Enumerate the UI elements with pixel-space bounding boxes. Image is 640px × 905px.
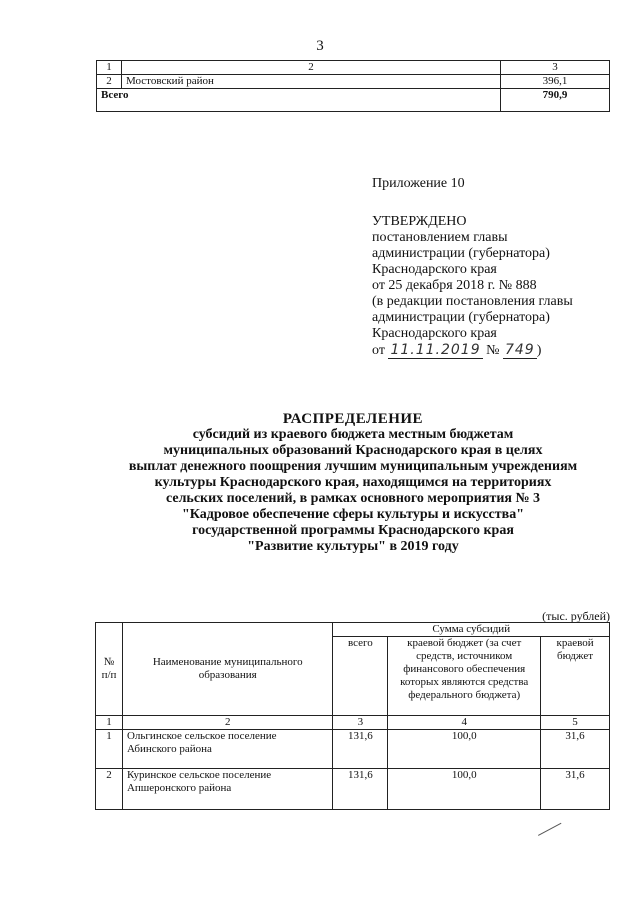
table-cell: Куринское сельское поселение Апшеронского района	[122, 769, 333, 810]
title-line: государственной программы Краснодарского края	[192, 523, 514, 538]
total-label: Всего	[97, 89, 501, 112]
page-number: 3	[316, 38, 324, 54]
table-cell: 3	[333, 716, 388, 730]
table-cell: 100,0	[388, 730, 541, 769]
table-cell: 2	[122, 61, 501, 75]
approval-line: администрации (губернатора)	[372, 310, 550, 325]
table-cell: Ольгинское сельское поселение Абинского района	[122, 730, 333, 769]
handwritten-date: 11.11.2019	[390, 342, 481, 358]
approval-line: Краснодарского края	[372, 262, 497, 277]
pen-mark	[538, 823, 568, 848]
table-cell: 2	[122, 716, 333, 730]
table-row	[97, 75, 610, 89]
col-header-num: № п/п	[96, 623, 123, 716]
title-main: РАСПРЕДЕЛЕНИЕ	[282, 411, 424, 427]
table-numbering-row	[96, 716, 610, 730]
document-title	[96, 411, 610, 555]
table-cell: 3	[501, 61, 610, 75]
table-cell: 2	[97, 75, 122, 89]
distribution-table	[95, 622, 610, 810]
col-header-regional-fed: краевой бюджет (за счет средств, источником финансового обеспечения которых являются средства федерального бюджета)	[388, 637, 541, 716]
title-line: выплат денежного поощрения лучшим муниципальным учреждениям	[128, 459, 578, 474]
table-cell: Мостовский район	[122, 75, 501, 89]
table-row	[96, 730, 610, 769]
close-paren: )	[536, 343, 542, 358]
table-cell: 131,6	[333, 769, 388, 810]
approval-date-line	[372, 342, 573, 359]
table-total-row	[97, 89, 610, 112]
table-cell: 31,6	[541, 730, 610, 769]
title-line: субсидий из краевого бюджета местным бюджетам	[192, 427, 514, 442]
table-cell: 2	[96, 769, 123, 810]
table-cell: 100,0	[388, 769, 541, 810]
title-line: сельских поселений, в рамках основного мероприятия № 3	[165, 491, 541, 506]
col-header-sum: Сумма субсидий	[333, 623, 610, 637]
table-cell: 396,1	[501, 75, 610, 89]
title-line: культуры Краснодарского края, находящимся на территориях	[154, 475, 552, 490]
table-cell: 4	[388, 716, 541, 730]
table-cell: 131,6	[333, 730, 388, 769]
table-cell: 31,6	[541, 769, 610, 810]
title-line: "Развитие культуры" в 2019 году	[247, 539, 459, 554]
handwritten-number: 749	[504, 342, 535, 358]
units-label: (тыс. рублей)	[542, 609, 610, 623]
appendix-label: Приложение 10	[372, 176, 465, 191]
number-prefix: №	[486, 343, 500, 358]
approval-line: постановлением главы	[372, 230, 508, 245]
col-header-name: Наименование муниципального образования	[122, 623, 333, 716]
approval-line: от 25 декабря 2018 г. № 888	[372, 278, 537, 293]
table-cell: 1	[96, 716, 123, 730]
table-cell: 1	[97, 61, 122, 75]
approval-block	[372, 214, 573, 359]
table-row	[96, 769, 610, 810]
approval-line: администрации (губернатора)	[372, 246, 550, 261]
date-prefix: от	[372, 343, 385, 358]
table-header-row	[97, 61, 610, 75]
approval-line: Краснодарского края	[372, 326, 497, 341]
approval-title: УТВЕРЖДЕНО	[372, 214, 467, 229]
table-header-row	[96, 623, 610, 637]
col-header-regional: краевой бюджет	[541, 637, 610, 716]
table-cell: 5	[541, 716, 610, 730]
title-line: муниципальных образований Краснодарского края в целях	[163, 443, 543, 458]
summary-table	[96, 60, 610, 112]
col-header-total: всего	[333, 637, 388, 716]
total-value: 790,9	[501, 89, 610, 112]
approval-line: (в редакции постановления главы	[372, 294, 573, 309]
title-line: "Кадровое обеспечение сферы культуры и искусства"	[182, 507, 524, 522]
table-cell: 1	[96, 730, 123, 769]
